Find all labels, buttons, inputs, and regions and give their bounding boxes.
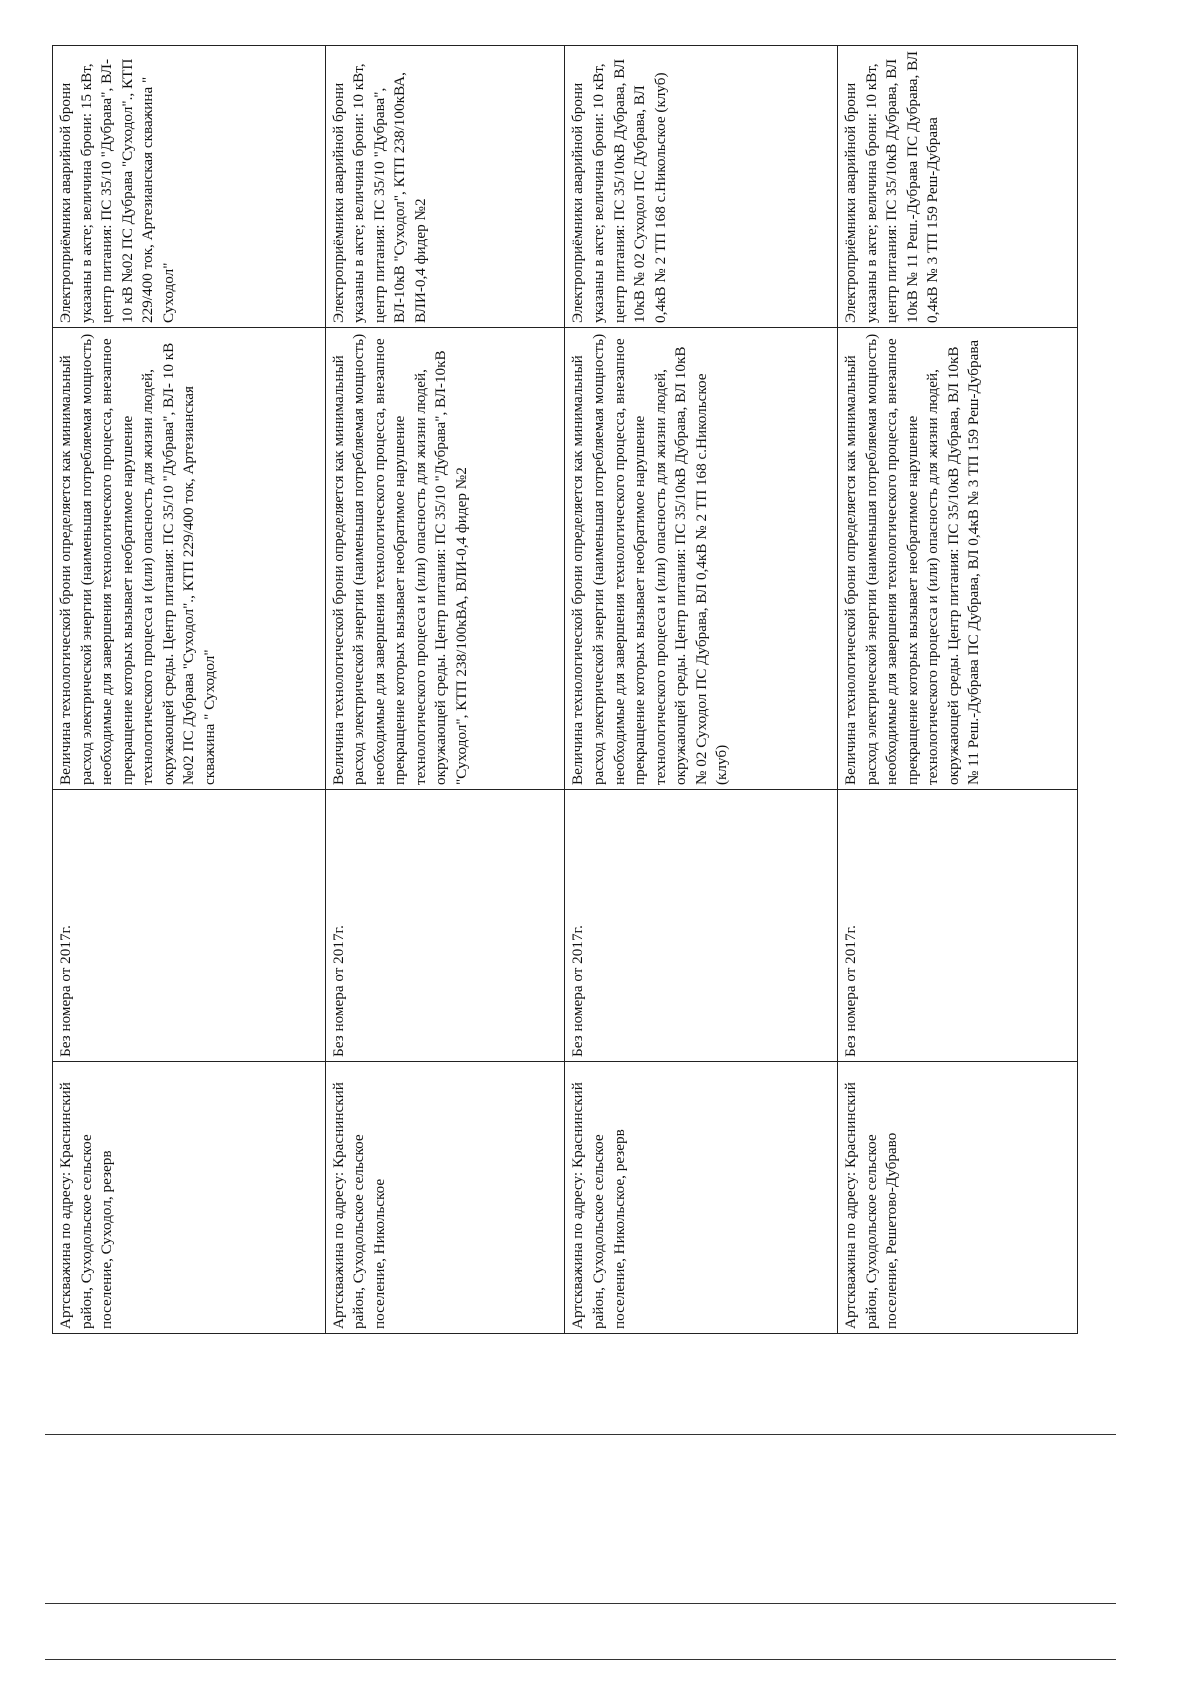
emergency-reserve-cell: Электроприёмники аварийной брони указаны в акте; величина брони: 10 кВт, центр питания: ПС 35/10 "Дубрава", ВЛ-10кВ "Суходол", КТП 238/100кВА, ВЛИ-0,4 фидер №2 <box>325 46 565 328</box>
tech-reserve-cell: Величина технологической брони определяется как минимальный расход электрической энергии (наименьшая потребляемая мощность) необходимые для завершения технологического процесса, внезапное прекращение которых вызывает необратимое нарушение технологического процесса и (или) опасность для жизни людей, окружающей среды. Центр питания: ПС 35/10кВ Дубрава, ВЛ 10кВ № 11 Реш.-Дубрава ПС Дубрава, ВЛ 0,4кВ № 3 ТП 159 Реш-Дубрава <box>838 328 1078 790</box>
emergency-reserve-cell: Электроприёмники аварийной брони указаны в акте; величина брони: 10 кВт, центр питания: ПС 35/10кВ Дубрава, ВЛ 10кВ № 02 Суходол ПС Дубрава, ВЛ 0,4кВ № 2 ТП 168 с.Никольское (клуб) <box>565 46 838 328</box>
table-row <box>838 46 1078 1334</box>
act-cell: Без номера от 2017г. <box>838 790 1078 1062</box>
horizontal-rule-top <box>45 1434 1116 1435</box>
object-cell: Артскважина по адресу: Краснинский район, Суходольское сельское поселение, Решетово-Дубраво <box>838 1062 1078 1334</box>
object-cell: Артскважина по адресу: Краснинский район, Суходольское сельское поселение, Суходол, резерв <box>53 1062 326 1334</box>
tech-reserve-cell: Величина технологической брони определяется как минимальный расход электрической энергии (наименьшая потребляемая мощность) необходимые для завершения технологического процесса, внезапное прекращение которых вызывает необратимое нарушение технологического процесса и (или) опасность для жизни людей, окружающей среды. Центр питания: ПС 35/10кВ Дубрава, ВЛ 10кВ № 02 Суходол ПС Дубрава, ВЛ 0,4кВ № 2 ТП 168 с.Никольское (клуб) <box>565 328 838 790</box>
horizontal-rule-bottom <box>45 1659 1116 1660</box>
rotated-table-wrapper <box>52 46 1078 1334</box>
reservation-table <box>52 45 1078 1334</box>
horizontal-rule-middle <box>45 1603 1116 1604</box>
tech-reserve-cell: Величина технологической брони определяется как минимальный расход электрической энергии (наименьшая потребляемая мощность) необходимые для завершения технологического процесса, внезапное прекращение которых вызывает необратимое нарушение технологического процесса и (или) опасность для жизни людей, окружающей среды. Центр питания: ПС 35/10 "Дубрава", ВЛ- 10 кВ №02 ПС Дубрава "Суходол"., КТП 229/400 ток, Артезианская скважина " Суходол" <box>53 328 326 790</box>
object-cell: Артскважина по адресу: Краснинский район, Суходольское сельское поселение, Никольское <box>325 1062 565 1334</box>
table-row <box>53 46 326 1334</box>
object-cell: Артскважина по адресу: Краснинский район, Суходольское сельское поселение, Никольское, резерв <box>565 1062 838 1334</box>
table-row <box>325 46 565 1334</box>
table-row <box>565 46 838 1334</box>
emergency-reserve-cell: Электроприёмники аварийной брони указаны в акте; величина брони: 15 кВт, центр питания: ПС 35/10 "Дубрава", ВЛ- 10 кВ №02 ПС Дубрава "Суходол"., КТП 229/400 ток, Артезианская скважина " Суходол" <box>53 46 326 328</box>
act-cell: Без номера от 2017г. <box>565 790 838 1062</box>
tech-reserve-cell: Величина технологической брони определяется как минимальный расход электрической энергии (наименьшая потребляемая мощность) необходимые для завершения технологического процесса, внезапное прекращение которых вызывает необратимое нарушение технологического процесса и (или) опасность для жизни людей, окружающей среды. Центр питания: ПС 35/10 "Дубрава", ВЛ-10кВ "Суходол", КТП 238/100кВА, ВЛИ-0,4 фидер №2 <box>325 328 565 790</box>
emergency-reserve-cell: Электроприёмники аварийной брони указаны в акте; величина брони: 10 кВт, центр питания: ПС 35/10кВ Дубрава, ВЛ 10кВ № 11 Реш.-Дубрава ПС Дубрава, ВЛ 0,4кВ № 3 ТП 159 Реш-Дубрава <box>838 46 1078 328</box>
act-cell: Без номера от 2017г. <box>325 790 565 1062</box>
act-cell: Без номера от 2017г. <box>53 790 326 1062</box>
